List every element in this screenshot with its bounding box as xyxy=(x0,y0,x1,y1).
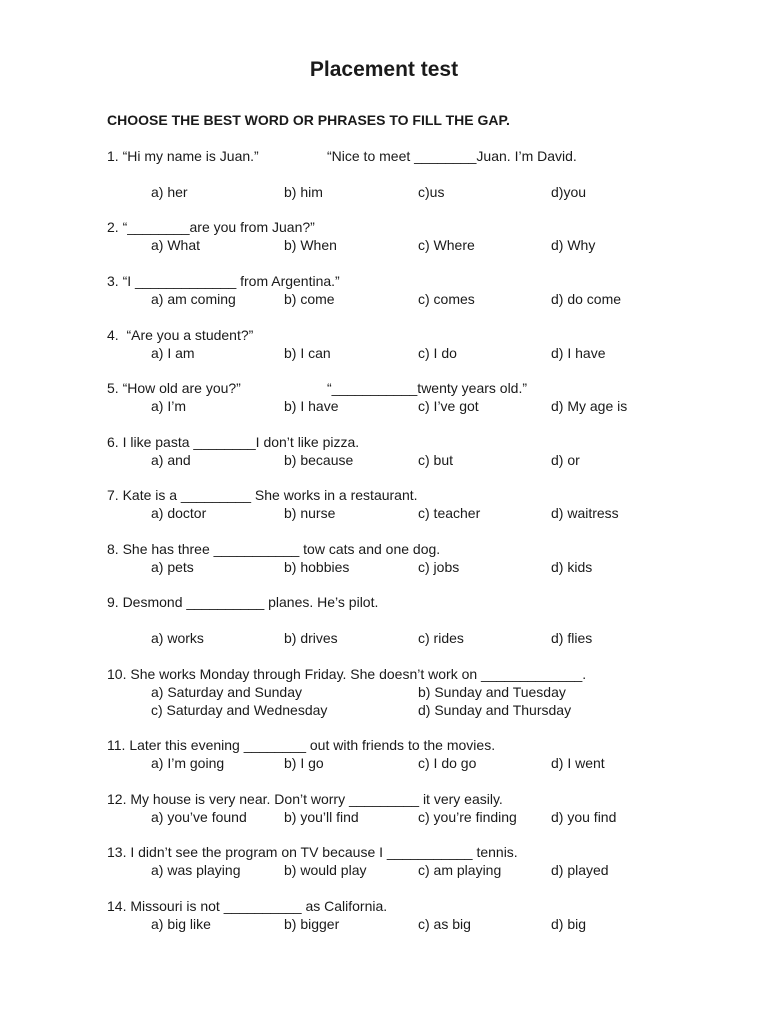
question-11-option-a: a) I’m going xyxy=(151,755,225,771)
question-3-option-b: b) come xyxy=(284,291,335,307)
question-10-option-a: a) Saturday and Sunday xyxy=(151,684,302,700)
question-14-prompt: 14. Missouri is not __________ as California. xyxy=(107,898,388,914)
question-4-prompt: 4. “Are you a student?” xyxy=(107,327,254,343)
question-1-option-d: d)you xyxy=(551,184,587,200)
question-12-option-b: b) you’ll find xyxy=(284,809,359,825)
question-2-prompt: 2. “________are you from Juan?” xyxy=(107,219,315,235)
question-1-option-a: a) her xyxy=(151,184,188,200)
question-10-option-d: d) Sunday and Thursday xyxy=(418,702,572,718)
question-9-option-b: b) drives xyxy=(284,630,338,646)
question-8-option-a: a) pets xyxy=(151,559,194,575)
question-5-option-b: b) I have xyxy=(284,398,339,414)
question-10-prompt: 10. She works Monday through Friday. She doesn’t work on _____________. xyxy=(107,666,587,682)
question-6-option-b: b) because xyxy=(284,452,354,468)
page-title: Placement test xyxy=(309,58,459,81)
question-6-option-c: c) but xyxy=(418,452,454,468)
question-10-option-b: b) Sunday and Tuesday xyxy=(418,684,566,700)
question-11-prompt: 11. Later this evening ________ out with friends to the movies. xyxy=(107,737,496,753)
question-5-reply: “___________twenty years old.” xyxy=(327,380,528,396)
question-6-prompt: 6. I like pasta ________I don’t like pizza. xyxy=(107,434,360,450)
question-1-prompt: 1. “Hi my name is Juan.” xyxy=(107,148,259,164)
question-2-option-b: b) When xyxy=(284,237,337,253)
question-11-option-d: d) I went xyxy=(551,755,605,771)
question-10-option-c: c) Saturday and Wednesday xyxy=(151,702,328,718)
question-12-option-d: d) you find xyxy=(551,809,617,825)
question-12-option-c: c) you’re finding xyxy=(418,809,517,825)
question-13-option-b: b) would play xyxy=(284,862,367,878)
question-14-option-b: b) bigger xyxy=(284,916,340,932)
question-1-option-c: c)us xyxy=(418,184,445,200)
question-7-option-d: d) waitress xyxy=(551,505,619,521)
question-2-option-d: d) Why xyxy=(551,237,596,253)
question-4-option-d: d) I have xyxy=(551,345,606,361)
question-6-option-a: a) and xyxy=(151,452,191,468)
question-11-option-b: b) I go xyxy=(284,755,324,771)
question-5-option-d: d) My age is xyxy=(551,398,628,414)
question-8-prompt: 8. She has three ___________ tow cats and one dog. xyxy=(107,541,441,557)
question-4-option-b: b) I can xyxy=(284,345,331,361)
question-9-option-d: d) flies xyxy=(551,630,593,646)
question-3-option-d: d) do come xyxy=(551,291,622,307)
instructions: CHOOSE THE BEST WORD OR PHRASES TO FILL THE GAP. xyxy=(107,112,510,128)
question-13-option-d: d) played xyxy=(551,862,609,878)
question-7-option-a: a) doctor xyxy=(151,505,207,521)
question-7-prompt: 7. Kate is a _________ She works in a restaurant. xyxy=(107,487,418,503)
question-9-option-c: c) rides xyxy=(418,630,464,646)
question-8-option-c: c) jobs xyxy=(418,559,460,575)
question-4-option-a: a) I am xyxy=(151,345,195,361)
question-4-option-c: c) I do xyxy=(418,345,457,361)
question-13-prompt: 13. I didn’t see the program on TV because I ___________ tennis. xyxy=(107,844,518,860)
question-6-option-d: d) or xyxy=(551,452,580,468)
question-5-option-c: c) I’ve got xyxy=(418,398,479,414)
question-1-reply: “Nice to meet ________Juan. I’m David. xyxy=(327,148,577,164)
question-1-option-b: b) him xyxy=(284,184,323,200)
question-13-option-a: a) was playing xyxy=(151,862,241,878)
question-2-option-a: a) What xyxy=(151,237,201,253)
question-7-option-b: b) nurse xyxy=(284,505,336,521)
question-12-option-a: a) you’ve found xyxy=(151,809,247,825)
question-3-option-c: c) comes xyxy=(418,291,475,307)
question-14-option-c: c) as big xyxy=(418,916,471,932)
question-2-option-c: c) Where xyxy=(418,237,475,253)
question-9-option-a: a) works xyxy=(151,630,204,646)
question-14-option-a: a) big like xyxy=(151,916,211,932)
question-14-option-d: d) big xyxy=(551,916,587,932)
question-3-prompt: 3. “I _____________ from Argentina.” xyxy=(107,273,340,289)
question-9-prompt: 9. Desmond __________ planes. He’s pilot. xyxy=(107,594,379,610)
question-8-option-b: b) hobbies xyxy=(284,559,350,575)
question-12-prompt: 12. My house is very near. Don’t worry _________ it very easily. xyxy=(107,791,503,807)
question-5-option-a: a) I’m xyxy=(151,398,186,414)
question-11-option-c: c) I do go xyxy=(418,755,477,771)
question-13-option-c: c) am playing xyxy=(418,862,502,878)
question-5-prompt: 5. “How old are you?” xyxy=(107,380,241,396)
question-3-option-a: a) am coming xyxy=(151,291,236,307)
question-7-option-c: c) teacher xyxy=(418,505,481,521)
question-8-option-d: d) kids xyxy=(551,559,593,575)
